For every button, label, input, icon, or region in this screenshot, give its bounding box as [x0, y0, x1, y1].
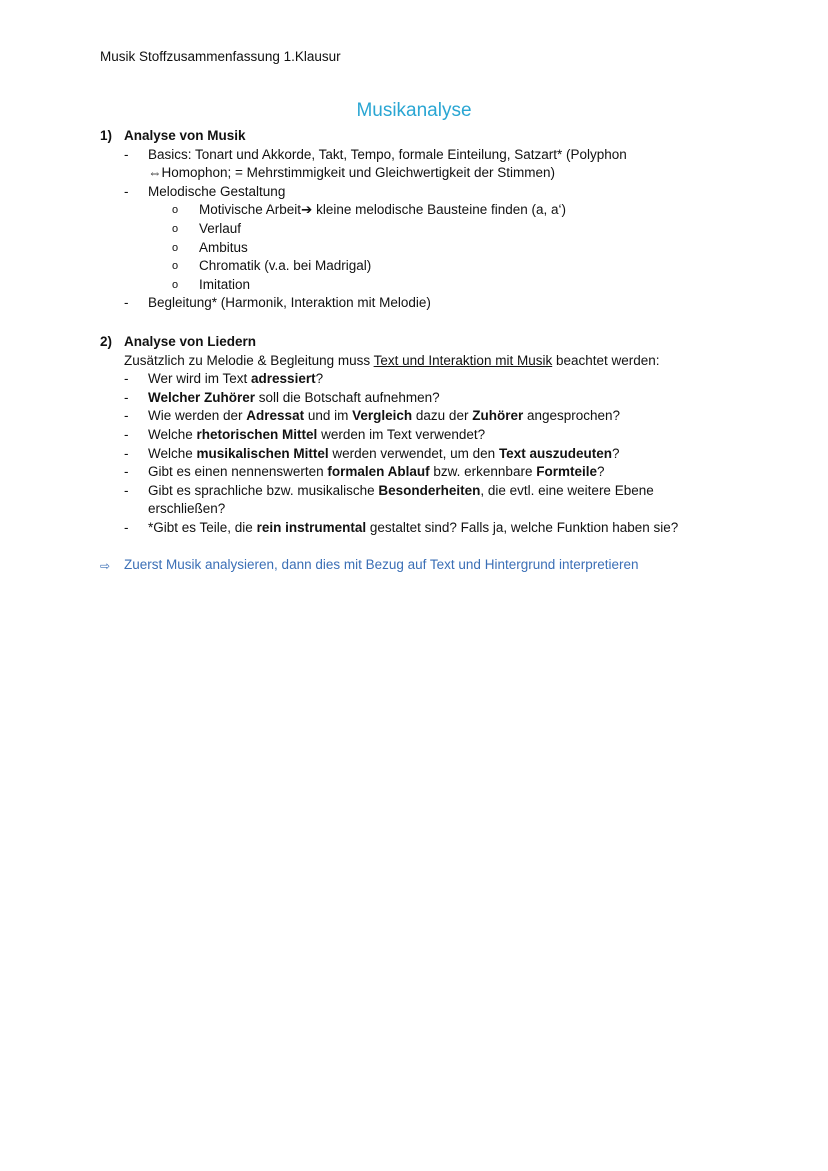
question-item: [124, 482, 720, 519]
question-text: werden im Text verwendet?: [317, 426, 486, 442]
sub-list-item: [148, 201, 720, 220]
dash-bullet: -: [124, 183, 129, 199]
section-number: 2): [100, 334, 113, 349]
question-emphasis: Welcher Zuhörer: [148, 389, 256, 405]
sub-list-item: [148, 239, 720, 258]
sub-item-text: Ambitus: [199, 239, 248, 255]
question-emphasis: Vergleich: [352, 408, 413, 424]
question-emphasis: rein instrumental: [256, 519, 367, 535]
question-text: soll die Botschaft aufnehmen?: [255, 389, 440, 405]
sub-list-item: [148, 276, 720, 295]
question-text: werden verwendet, um den: [328, 445, 499, 461]
question-text: Gibt es einen nennenswerten: [148, 464, 328, 480]
question-text: dazu der: [412, 408, 473, 424]
circle-bullet: o: [172, 278, 179, 291]
sub-item-text: Verlauf: [199, 220, 242, 236]
question-text: Welche: [148, 445, 197, 461]
question-text: ?: [315, 371, 324, 387]
dash-bullet: -: [124, 295, 129, 311]
sub-item-text: Imitation: [199, 276, 251, 292]
section-number: 1): [100, 128, 113, 143]
question-item: [124, 445, 720, 464]
section-heading: [100, 333, 720, 352]
page-header: Musik Stoffzusammenfassung 1.Klausur: [100, 49, 341, 64]
question-text: , die evtl. eine weitere Ebene erschließen?: [148, 482, 654, 517]
circle-bullet: o: [172, 222, 179, 235]
basics-text-continued: ⇔Homophon; = Mehrstimmigkeit und Gleichwertigkeit der Stimmen): [148, 165, 556, 181]
section-heading-text: Analyse von Musik: [124, 128, 246, 143]
dash-bullet: -: [124, 371, 129, 387]
question-item: [124, 389, 720, 408]
question-text: angesprochen?: [523, 408, 621, 424]
question-item: [124, 463, 720, 482]
sub-list-item: [148, 220, 720, 239]
intro-text-end: beachtet werden:: [552, 352, 660, 368]
circle-bullet: o: [172, 260, 179, 273]
question-text: Wer wird im Text: [148, 371, 252, 387]
question-text: Gibt es sprachliche bzw. musikalische: [148, 482, 379, 498]
question-text: ?: [596, 464, 605, 480]
basics-text: Basics: Tonart und Akkorde, Takt, Tempo, formale Einteilung, Satzart* (Polyphon: [148, 146, 627, 162]
section-analyse-musik: [100, 127, 720, 313]
melodic-heading: Melodische Gestaltung: [148, 183, 286, 199]
question-item: [124, 407, 720, 426]
question-text: bzw. erkennbare: [429, 464, 537, 480]
question-emphasis: Besonderheiten: [378, 482, 481, 498]
question-emphasis: rhetorischen Mittel: [196, 426, 318, 442]
question-emphasis: Formteile: [536, 464, 597, 480]
question-emphasis: Text auszudeuten: [498, 445, 612, 461]
section-intro: [124, 352, 720, 371]
question-emphasis: Adressat: [246, 408, 305, 424]
sub-list: [124, 201, 720, 294]
question-text: ?: [611, 445, 620, 461]
dash-bullet: -: [124, 389, 129, 405]
list-item: [124, 146, 720, 183]
question-emphasis: musikalischen Mittel: [196, 445, 329, 461]
dash-bullet: -: [124, 408, 129, 424]
question-item: [124, 370, 720, 389]
section-heading-text: Analyse von Liedern: [124, 334, 257, 349]
dash-bullet: -: [124, 426, 129, 442]
sub-list-item: [148, 257, 720, 276]
circle-bullet: o: [172, 204, 179, 217]
arrow-right-icon: ⇨: [100, 559, 111, 573]
circle-bullet: o: [172, 241, 179, 254]
question-emphasis: adressiert: [251, 371, 316, 387]
intro-underlined-text: Text und Interaktion mit Musik: [373, 352, 553, 368]
dash-bullet: -: [124, 482, 129, 498]
accompaniment-text: Begleitung* (Harmonik, Interaktion mit Melodie): [148, 295, 431, 311]
dash-bullet: -: [124, 464, 129, 480]
dash-bullet: -: [124, 519, 129, 535]
question-emphasis: Zuhörer: [472, 408, 524, 424]
document-title: Musikanalyse: [356, 100, 472, 121]
question-text: gestaltet sind? Falls ja, welche Funktion haben sie?: [366, 519, 679, 535]
question-text: und im: [304, 408, 353, 424]
conclusion-line: [100, 557, 639, 576]
question-emphasis: formalen Ablauf: [327, 464, 430, 480]
section-heading: [100, 127, 720, 146]
dash-bullet: -: [124, 445, 129, 461]
list-item: [124, 183, 720, 202]
intro-text: Zusätzlich zu Melodie & Begleitung muss: [124, 352, 374, 368]
question-text: *Gibt es Teile, die: [148, 519, 257, 535]
conclusion-text: Zuerst Musik analysieren, dann dies mit Bezug auf Text und Hintergrund interpretieren: [124, 557, 639, 572]
sub-item-text: Chromatik (v.a. bei Madrigal): [199, 258, 372, 274]
sub-item-text: Motivische Arbeit➔ kleine melodische Bausteine finden (a, a‘): [199, 202, 566, 218]
question-item: [124, 426, 720, 445]
list-item: [124, 294, 720, 313]
question-text: Welche: [148, 426, 197, 442]
question-text: Wie werden der: [148, 408, 247, 424]
question-item: [124, 519, 720, 538]
section-analyse-liedern: [100, 333, 720, 538]
dash-bullet: -: [124, 146, 129, 162]
